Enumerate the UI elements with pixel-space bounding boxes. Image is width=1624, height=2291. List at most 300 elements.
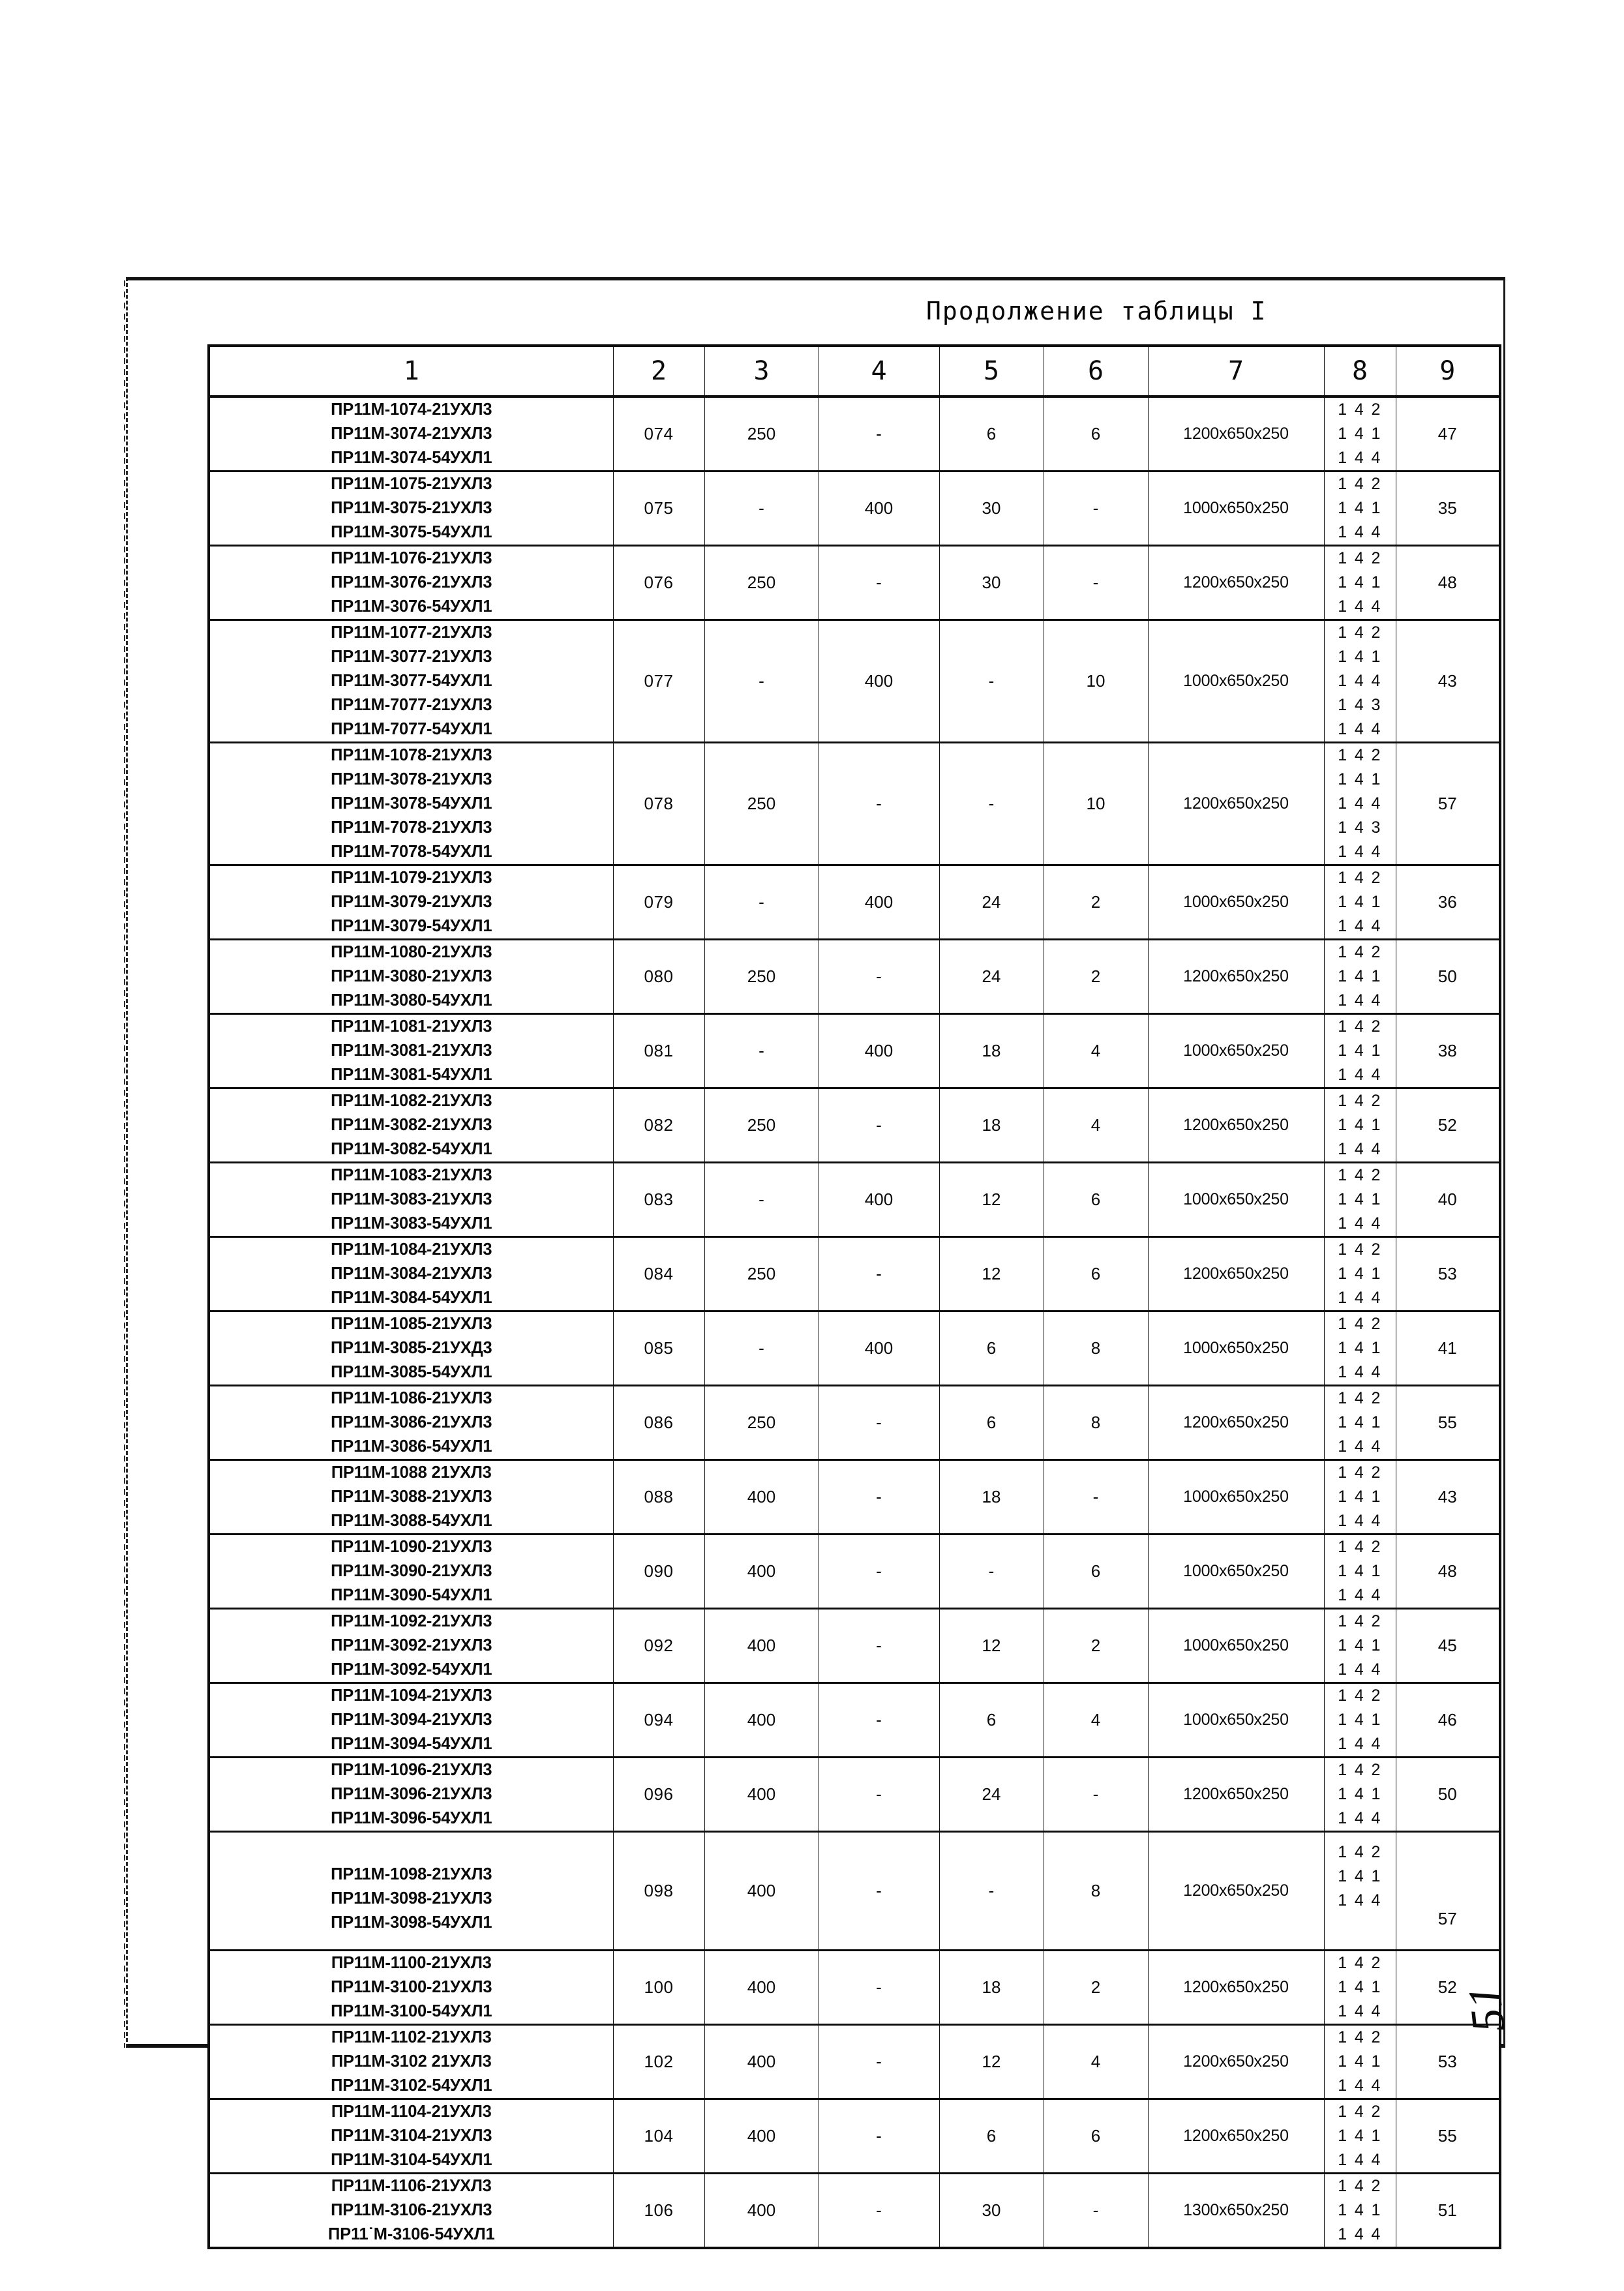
column-header-9: 9 xyxy=(1396,346,1500,397)
designation-line: ПР11М-3090-54УХЛ1 xyxy=(331,1586,492,1604)
cell-code: 090 xyxy=(613,1535,704,1609)
cell-col3: 250 xyxy=(704,1237,819,1311)
cell-dimensions: 1200x650x250 xyxy=(1148,2025,1324,2099)
mass-code-line: 1 4 4 xyxy=(1338,917,1382,935)
designation-line: ПР11М-3086-54УХЛ1 xyxy=(331,1437,492,1456)
cell-col5: 18 xyxy=(939,1014,1044,1088)
empty-dash-marker: - xyxy=(759,892,764,912)
cell-dimensions: 1200x650x250 xyxy=(1148,940,1324,1014)
cell-mass-codes xyxy=(1324,1683,1396,1758)
designation-line: ПР11М-7077-54УХЛ1 xyxy=(331,720,492,738)
designation-line: ПР11М-3102-54УХЛ1 xyxy=(331,2076,492,2095)
cell-col9: 53 xyxy=(1396,1237,1500,1311)
mass-code-line: 1 4 4 xyxy=(1338,1214,1382,1233)
cell-code: 100 xyxy=(613,1951,704,2025)
mass-code-line: 1 4 1 xyxy=(1338,573,1382,591)
designation-line: ПР11М-1102-21УХЛ3 xyxy=(331,2028,492,2046)
cell-col9: 50 xyxy=(1396,940,1500,1014)
empty-dash-marker: - xyxy=(876,1784,882,1804)
cell-col6: 8 xyxy=(1044,1832,1148,1951)
designation-line: ПР11М-3074-21УХЛ3 xyxy=(331,425,492,443)
mass-code-line: 1 4 4 xyxy=(1338,2076,1382,2095)
mass-code-line: 1 4 2 xyxy=(1338,1166,1382,1184)
cell-designations xyxy=(209,2099,613,2174)
designation-line: ПР11М-1084-21УХЛ3 xyxy=(331,1240,492,1259)
cell-col4: 400 xyxy=(819,865,939,940)
cell-col3: 250 xyxy=(704,743,819,865)
cell-col4 xyxy=(819,546,939,620)
empty-dash-marker: - xyxy=(988,1561,995,1581)
cell-mass-codes xyxy=(1324,397,1396,472)
cell-code: 086 xyxy=(613,1386,704,1460)
empty-dash-marker: - xyxy=(876,1561,882,1581)
designation-line: ПР11М-1100-21УХЛ3 xyxy=(331,1954,492,1972)
cell-col9: 38 xyxy=(1396,1014,1500,1088)
cell-col6: 4 xyxy=(1044,1088,1148,1163)
cell-code: 077 xyxy=(613,620,704,743)
designation-line: ПР11М-1079-21УХЛ3 xyxy=(331,869,492,887)
mass-code-line: 1 4 2 xyxy=(1338,1954,1382,1972)
mass-code-line: 1 4 2 xyxy=(1338,2177,1382,2195)
designation-line: ПР11М-3084-21УХЛ3 xyxy=(331,1265,492,1283)
column-header-3: 3 xyxy=(704,346,819,397)
empty-dash-marker: - xyxy=(876,2052,882,2071)
mass-code-line: 1 4 1 xyxy=(1338,1488,1382,1506)
cell-code: 081 xyxy=(613,1014,704,1088)
table-row xyxy=(209,1237,1500,1311)
cell-col3: 400 xyxy=(704,1460,819,1535)
cell-mass-codes xyxy=(1324,2025,1396,2099)
cell-code: 080 xyxy=(613,940,704,1014)
designation-line: ПР11М-7078-54УХЛ1 xyxy=(331,843,492,861)
mass-code-line: 1 4 4 xyxy=(1338,672,1382,690)
cell-col4: 400 xyxy=(819,1014,939,1088)
mass-code-line: 1 4 2 xyxy=(1338,869,1382,887)
cell-col5 xyxy=(939,1535,1044,1609)
table-row xyxy=(209,1386,1500,1460)
cell-dimensions: 1000x650x250 xyxy=(1148,1460,1324,1535)
mass-code-line: 1 4 2 xyxy=(1338,400,1382,419)
cell-designations xyxy=(209,1609,613,1683)
cell-code: 088 xyxy=(613,1460,704,1535)
designation-line: ПР11М-3088-54УХЛ1 xyxy=(331,1512,492,1530)
cell-col6: 4 xyxy=(1044,1683,1148,1758)
mass-code-line: 1 4 4 xyxy=(1338,1437,1382,1456)
designation-line: ПР11М-3077-21УХЛ3 xyxy=(331,648,492,666)
mass-code-line: 1 4 4 xyxy=(1338,2151,1382,2169)
cell-dimensions: 1200x650x250 xyxy=(1148,743,1324,865)
mass-code-line: 1 4 4 xyxy=(1338,991,1382,1010)
designation-line: ПР11М-3082-54УХЛ1 xyxy=(331,1140,492,1158)
mass-code-line: 1 4 4 xyxy=(1338,1735,1382,1753)
mass-code-line: 1 4 4 xyxy=(1338,2225,1382,2243)
cell-col4 xyxy=(819,397,939,472)
cell-col9: 43 xyxy=(1396,1460,1500,1535)
cell-col5: 18 xyxy=(939,1088,1044,1163)
table-row xyxy=(209,1609,1500,1683)
designation-line: ПР11М-7078-21УХЛ3 xyxy=(331,818,492,837)
table-row xyxy=(209,1535,1500,1609)
cell-designations xyxy=(209,2025,613,2099)
cell-dimensions: 1200x650x250 xyxy=(1148,1951,1324,2025)
cell-dimensions: 1200x650x250 xyxy=(1148,1088,1324,1163)
mass-code-line: 1 4 2 xyxy=(1338,1686,1382,1705)
cell-dimensions: 1000x650x250 xyxy=(1148,472,1324,546)
column-header-7: 7 xyxy=(1148,346,1324,397)
cell-col4 xyxy=(819,2099,939,2174)
cell-col6: 4 xyxy=(1044,1014,1148,1088)
cell-col9: 52 xyxy=(1396,1951,1500,2025)
cell-mass-codes xyxy=(1324,1014,1396,1088)
mass-code-line: 1 4 1 xyxy=(1338,1413,1382,1431)
empty-dash-marker: - xyxy=(759,1190,764,1209)
table-row xyxy=(209,2099,1500,2174)
designation-line: ПР11М-3092-54УХЛ1 xyxy=(331,1660,492,1679)
cell-col3 xyxy=(704,1311,819,1386)
cell-designations xyxy=(209,865,613,940)
column-header-6: 6 xyxy=(1044,346,1148,397)
cell-mass-codes xyxy=(1324,1535,1396,1609)
designation-line: ПР11М-3090-21УХЛ3 xyxy=(331,1562,492,1580)
mass-code-line: 1 4 1 xyxy=(1338,648,1382,666)
cell-col6: 6 xyxy=(1044,1535,1148,1609)
designation-line: ПР11М-3094-21УХЛ3 xyxy=(331,1711,492,1729)
mass-code-line: 1 4 1 xyxy=(1338,2052,1382,2071)
mass-code-line: 1 4 2 xyxy=(1338,1463,1382,1482)
designation-line: ПР11М-3100-54УХЛ1 xyxy=(331,2002,492,2020)
cell-dimensions: 1000x650x250 xyxy=(1148,1014,1324,1088)
cell-code: 085 xyxy=(613,1311,704,1386)
cell-col3 xyxy=(704,865,819,940)
table-row xyxy=(209,1460,1500,1535)
empty-dash-marker: - xyxy=(876,1413,882,1432)
cell-code: 074 xyxy=(613,397,704,472)
cell-designations xyxy=(209,1237,613,1311)
empty-dash-marker: - xyxy=(876,424,882,443)
cell-dimensions: 1200x650x250 xyxy=(1148,2099,1324,2174)
mass-code-line: 1 4 1 xyxy=(1338,1339,1382,1357)
cell-designations xyxy=(209,1311,613,1386)
mass-code-line: 1 4 2 xyxy=(1338,1538,1382,1556)
cell-designations xyxy=(209,1758,613,1832)
cell-dimensions: 1000x650x250 xyxy=(1148,1683,1324,1758)
cell-dimensions: 1000x650x250 xyxy=(1148,1311,1324,1386)
cell-col3: 400 xyxy=(704,1951,819,2025)
designation-line: ПР11М-3079-21УХЛ3 xyxy=(331,893,492,911)
designation-line: ПР11М-1092-21УХЛ3 xyxy=(331,1612,492,1630)
cell-code: 098 xyxy=(613,1832,704,1951)
designation-line: ПР11М-3079-54УХЛ1 xyxy=(331,917,492,935)
designation-line: ПР11М-3074-54УХЛ1 xyxy=(331,449,492,467)
designation-line: ПР11М-1082-21УХЛ3 xyxy=(331,1092,492,1110)
mass-code-line: 1 4 4 xyxy=(1338,597,1382,616)
cell-mass-codes xyxy=(1324,1460,1396,1535)
cell-designations xyxy=(209,1683,613,1758)
cell-col9: 52 xyxy=(1396,1088,1500,1163)
cell-col3 xyxy=(704,1014,819,1088)
cell-mass-codes xyxy=(1324,2174,1396,2249)
mass-code-line: 1 4 4 xyxy=(1338,1512,1382,1530)
cell-col9: 57 xyxy=(1396,743,1500,865)
cell-col4 xyxy=(819,2174,939,2249)
cell-col4: 400 xyxy=(819,1311,939,1386)
cell-col3: 250 xyxy=(704,1386,819,1460)
empty-dash-marker: - xyxy=(876,966,882,986)
empty-dash-marker: - xyxy=(988,1881,995,1900)
designation-line: ПР11М-7077-21УХЛ3 xyxy=(331,696,492,714)
cell-col4 xyxy=(819,1460,939,1535)
designation-line: ПР11М-1086-21УХЛ3 xyxy=(331,1389,492,1407)
designation-line: ПР11М-1081-21УХЛ3 xyxy=(331,1017,492,1036)
table-row xyxy=(209,1951,1500,2025)
cell-col6 xyxy=(1044,472,1148,546)
mass-code-line: 1 4 1 xyxy=(1338,1711,1382,1729)
cell-col6 xyxy=(1044,2174,1148,2249)
empty-dash-marker: - xyxy=(759,498,764,518)
cell-col9: 51 xyxy=(1396,2174,1500,2249)
mass-code-line: 1 4 2 xyxy=(1338,549,1382,567)
mass-code-line: 1 4 4 xyxy=(1338,1140,1382,1158)
cell-col3: 400 xyxy=(704,2025,819,2099)
cell-designations xyxy=(209,743,613,865)
designation-line: ПР11М-1078-21УХЛ3 xyxy=(331,746,492,764)
cell-col4 xyxy=(819,1088,939,1163)
designation-line: ПР11М-3100-21УХЛ3 xyxy=(331,1978,492,1996)
cell-code: 096 xyxy=(613,1758,704,1832)
mass-code-line: 1 4 1 xyxy=(1338,1978,1382,1996)
empty-dash-marker: - xyxy=(876,2126,882,2146)
table-row xyxy=(209,1311,1500,1386)
cell-col4 xyxy=(819,743,939,865)
cell-designations xyxy=(209,940,613,1014)
designation-line: ПР11М-3078-54УХЛ1 xyxy=(331,794,492,813)
cell-mass-codes xyxy=(1324,2099,1396,2174)
cell-col5: 24 xyxy=(939,865,1044,940)
cell-col3: 250 xyxy=(704,1088,819,1163)
cell-mass-codes xyxy=(1324,1609,1396,1683)
cell-col5 xyxy=(939,620,1044,743)
designation-line: ПР11М-1076-21УХЛ3 xyxy=(331,549,492,567)
mass-code-line: 1 4 4 xyxy=(1338,2002,1382,2020)
empty-dash-marker: - xyxy=(1092,1784,1099,1804)
designation-line: ПР11˙М-3106-54УХЛ1 xyxy=(328,2225,495,2243)
mass-code-line: 1 4 4 xyxy=(1338,843,1382,861)
table-row xyxy=(209,940,1500,1014)
cell-code: 075 xyxy=(613,472,704,546)
table-row xyxy=(209,743,1500,865)
mass-code-line: 1 4 2 xyxy=(1338,1092,1382,1110)
table-row xyxy=(209,865,1500,940)
cell-dimensions: 1300x650x250 xyxy=(1148,2174,1324,2249)
table-header-row xyxy=(209,346,1500,397)
cell-designations xyxy=(209,1163,613,1237)
page-number: 51 xyxy=(1458,1983,1515,2035)
cell-mass-codes xyxy=(1324,1163,1396,1237)
empty-dash-marker: - xyxy=(876,1264,882,1283)
designation-line: ПР11М-3096-21УХЛ3 xyxy=(331,1785,492,1803)
cell-col6 xyxy=(1044,546,1148,620)
mass-code-line: 1 4 1 xyxy=(1338,1190,1382,1208)
cell-col5: 24 xyxy=(939,1758,1044,1832)
cell-designations xyxy=(209,1088,613,1163)
cell-mass-codes xyxy=(1324,865,1396,940)
designation-line: ПР11М-3092-21УХЛ3 xyxy=(331,1636,492,1655)
cell-col3 xyxy=(704,1163,819,1237)
designation-line: ПР11М-3085-21УХД3 xyxy=(331,1339,492,1357)
table-row xyxy=(209,1163,1500,1237)
empty-dash-marker: - xyxy=(876,1977,882,1997)
cell-col6: 6 xyxy=(1044,397,1148,472)
empty-dash-marker: - xyxy=(876,794,882,813)
mass-code-line: 1 4 2 xyxy=(1338,2103,1382,2121)
mass-code-line: 1 4 4 xyxy=(1338,449,1382,467)
mass-code-line: 1 4 2 xyxy=(1338,1389,1382,1407)
cell-col6: 2 xyxy=(1044,940,1148,1014)
cell-col9: 40 xyxy=(1396,1163,1500,1237)
column-header-2: 2 xyxy=(613,346,704,397)
designation-line: ПР11М-3106-21УХЛ3 xyxy=(331,2201,492,2219)
specifications-table xyxy=(207,344,1501,2249)
table-row xyxy=(209,1758,1500,1832)
table-row xyxy=(209,620,1500,743)
mass-code-line: 1 4 1 xyxy=(1338,1867,1382,1885)
designation-line: ПР11М-1104-21УХЛ3 xyxy=(331,2103,492,2121)
cell-col6: 6 xyxy=(1044,2099,1148,2174)
cell-code: 102 xyxy=(613,2025,704,2099)
designation-line: ПР11М-1083-21УХЛ3 xyxy=(331,1166,492,1184)
empty-dash-marker: - xyxy=(876,1115,882,1135)
column-header-8: 8 xyxy=(1324,346,1396,397)
mass-code-line: 1 4 2 xyxy=(1338,1761,1382,1779)
designation-line: ПР11М-3085-54УХЛ1 xyxy=(331,1363,492,1381)
column-header-1: 1 xyxy=(209,346,613,397)
cell-col9: 47 xyxy=(1396,397,1500,472)
cell-code: 079 xyxy=(613,865,704,940)
cell-designations xyxy=(209,472,613,546)
mass-code-line: 1 4 1 xyxy=(1338,425,1382,443)
designation-line: ПР11М-1096-21УХЛ3 xyxy=(331,1761,492,1779)
cell-dimensions: 1000x650x250 xyxy=(1148,865,1324,940)
cell-mass-codes xyxy=(1324,1951,1396,2025)
empty-dash-marker: - xyxy=(759,671,764,691)
mass-code-line: 1 4 4 xyxy=(1338,1660,1382,1679)
cell-mass-codes xyxy=(1324,1386,1396,1460)
cell-col5: 18 xyxy=(939,1460,1044,1535)
mass-code-line: 1 4 1 xyxy=(1338,499,1382,517)
cell-mass-codes xyxy=(1324,940,1396,1014)
mass-code-line: 1 4 4 xyxy=(1338,523,1382,541)
mass-code-line: 1 4 4 xyxy=(1338,794,1382,813)
mass-code-line: 1 4 4 xyxy=(1338,1363,1382,1381)
cell-col6: 8 xyxy=(1044,1311,1148,1386)
table-row xyxy=(209,472,1500,546)
cell-col3: 400 xyxy=(704,1535,819,1609)
cell-col4 xyxy=(819,1386,939,1460)
mass-code-line: 1 4 4 xyxy=(1338,1289,1382,1307)
mass-code-line: 1 4 4 xyxy=(1338,1809,1382,1827)
cell-col9: 43 xyxy=(1396,620,1500,743)
designation-line: ПР11М-3075-21УХЛ3 xyxy=(331,499,492,517)
designation-line: ПР11М-3080-21УХЛ3 xyxy=(331,967,492,985)
cell-col9: 55 xyxy=(1396,1386,1500,1460)
cell-col9: 45 xyxy=(1396,1609,1500,1683)
designation-line: ПР11М-3081-54УХЛ1 xyxy=(331,1066,492,1084)
cell-col5: 6 xyxy=(939,2099,1044,2174)
cell-col5: 30 xyxy=(939,546,1044,620)
designation-line: ПР11М-3102 21УХЛ3 xyxy=(331,2052,492,2071)
mass-code-line: 1 4 4 xyxy=(1338,1586,1382,1604)
cell-col3: 400 xyxy=(704,1832,819,1951)
designation-line: ПР11М-3094-54УХЛ1 xyxy=(331,1735,492,1753)
mass-code-line: 1 4 3 xyxy=(1338,818,1382,837)
cell-col9: 35 xyxy=(1396,472,1500,546)
mass-code-line: 1 4 2 xyxy=(1338,1017,1382,1036)
cell-mass-codes xyxy=(1324,743,1396,865)
cell-col4 xyxy=(819,1832,939,1951)
cell-col9: 46 xyxy=(1396,1683,1500,1758)
cell-col5: 6 xyxy=(939,1683,1044,1758)
mass-code-line: 1 4 1 xyxy=(1338,1116,1382,1134)
cell-col3: 400 xyxy=(704,1758,819,1832)
cell-col4 xyxy=(819,2025,939,2099)
cell-designations xyxy=(209,397,613,472)
designation-line: ПР11М-1075-21УХЛ3 xyxy=(331,475,492,493)
designation-line: ПР11М-3075-54УХЛ1 xyxy=(331,523,492,541)
mass-code-line: 1 4 2 xyxy=(1338,2028,1382,2046)
cell-col6: 6 xyxy=(1044,1237,1148,1311)
empty-dash-marker: - xyxy=(876,1487,882,1506)
cell-col5: 30 xyxy=(939,472,1044,546)
mass-code-line: 1 4 1 xyxy=(1338,893,1382,911)
cell-col6: 10 xyxy=(1044,620,1148,743)
empty-dash-marker: - xyxy=(759,1041,764,1060)
empty-dash-marker: - xyxy=(876,1710,882,1729)
cell-dimensions: 1200x650x250 xyxy=(1148,1758,1324,1832)
column-header-4: 4 xyxy=(819,346,939,397)
cell-col4: 400 xyxy=(819,620,939,743)
cell-col9: 55 xyxy=(1396,2099,1500,2174)
cell-designations xyxy=(209,1460,613,1535)
table-header xyxy=(209,346,1500,397)
cell-code: 082 xyxy=(613,1088,704,1163)
cell-col4: 400 xyxy=(819,472,939,546)
table-body xyxy=(209,397,1500,2248)
designation-line: ПР11М-1098-21УХЛ3 xyxy=(331,1865,492,1883)
cell-col6: 2 xyxy=(1044,1951,1148,2025)
cell-col6 xyxy=(1044,1758,1148,1832)
cell-col5: 6 xyxy=(939,1386,1044,1460)
cell-dimensions: 1200x650x250 xyxy=(1148,1832,1324,1951)
cell-code: 092 xyxy=(613,1609,704,1683)
cell-dimensions: 1000x650x250 xyxy=(1148,1163,1324,1237)
cell-col6 xyxy=(1044,1460,1148,1535)
mass-code-line: 1 4 1 xyxy=(1338,1562,1382,1580)
cell-designations xyxy=(209,546,613,620)
cell-col4 xyxy=(819,1535,939,1609)
designation-line: ПР11М-1085-21УХЛ3 xyxy=(331,1315,492,1333)
empty-dash-marker: - xyxy=(1092,573,1099,592)
designation-line: ПР11М-3080-54УХЛ1 xyxy=(331,991,492,1010)
cell-dimensions: 1200x650x250 xyxy=(1148,1237,1324,1311)
cell-designations xyxy=(209,1832,613,1951)
cell-col6: 2 xyxy=(1044,865,1148,940)
table-continuation-caption: Продолжение таблицы I xyxy=(926,297,1267,325)
cell-col6: 4 xyxy=(1044,2025,1148,2099)
designation-line: ПР11М-1077-21УХЛ3 xyxy=(331,623,492,642)
designation-line: ПР11М-1094-21УХЛ3 xyxy=(331,1686,492,1705)
cell-mass-codes xyxy=(1324,1088,1396,1163)
cell-col9: 36 xyxy=(1396,865,1500,940)
